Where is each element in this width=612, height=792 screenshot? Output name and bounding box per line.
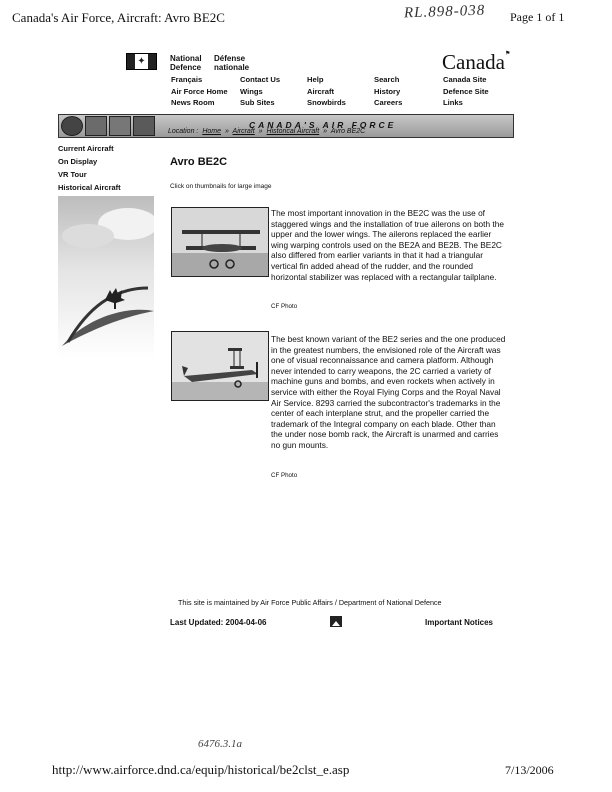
breadcrumb-historical-aircraft[interactable]: Historical Aircraft [266,128,320,135]
canada-wordmark: Canada⚑ [442,50,511,74]
aircraft-photo-thumbnail-1[interactable] [171,207,269,277]
nav-link-sub-sites[interactable]: Sub Sites [240,98,275,107]
page-title: Avro BE2C [170,156,228,168]
section-2-caption: CF Photo [271,472,298,479]
sidebar-item-on-display[interactable]: On Display [58,157,98,166]
sidebar-item-vr-tour[interactable]: VR Tour [58,170,87,179]
nav-link-careers[interactable]: Careers [374,98,403,107]
dept-name-en: National Defence [170,54,202,72]
handwritten-number: 6476.3.1a [198,738,242,750]
breadcrumb-home[interactable]: Home [202,128,221,135]
nav-link-canada-site[interactable]: Canada Site [443,75,487,84]
sidebar-item-current-aircraft[interactable]: Current Aircraft [58,144,114,153]
biplane-side-image [172,332,269,401]
page-number: Page 1 of 1 [510,10,565,24]
nav-link-news-room[interactable]: News Room [171,98,215,107]
handwritten-reference: RL.898-038 [403,2,486,22]
important-notices-link[interactable]: Important Notices [425,618,494,627]
breadcrumb-current: Avro BE2C [330,128,366,135]
nav-link-francais[interactable]: Français [171,75,203,84]
print-url: http://www.airforce.dnd.ca/equip/historical/be2clst_e.asp [52,762,350,777]
section-2-text: The best known variant of the BE2 series and the one produced in the greatest numbers, the envisioned role of the Aircraft was one of visual reconnaissance and camera platform. Although never intended to carry weapons, the 2C carried a variety of machine guns and bombs, and even rockets when actively in service with either the Royal Flying Corps and the Royal Naval Air Service. 8293 carried the subcontractor's trademarks in the center of each interplane strut, and the propeller carried the trademark of the Integral company on each blade. Other than the under nose bomb rack, the Aircraft is unarmed and carries no gun mounts. [271,334,506,450]
nav-link-search[interactable]: Search [374,75,400,84]
thumbnail-instruction: Click on thumbnails for large image [170,183,272,190]
sidebar-item-historical-aircraft[interactable]: Historical Aircraft [58,183,121,192]
nav-column-2 [240,74,280,109]
air-force-badge-icon [61,116,83,136]
nav-column-4 [374,74,402,109]
sidebar [58,142,121,194]
section-1-text: The most important innovation in the BE2C was the use of staggered wings and the installation of true ailerons on both the upper and the lower wings. The ailerons replaced the earlier wing warping controls used on the BE2A and BE2B. The BE2C also differed from earlier variants in that it had a triangular vertical fin added ahead of the rudder, and the rounded horizontal stabilizer was replaced with a rectangular tailplane. [271,208,504,282]
nav-link-air-force-home[interactable]: Air Force Home [171,86,228,96]
nav-link-contact-us[interactable]: Contact Us [240,75,281,84]
nav-column-1 [171,74,228,109]
nav-link-wings[interactable]: Wings [240,86,263,96]
aircraft-photo-thumbnail-2[interactable] [171,331,269,401]
section-1-caption: CF Photo [271,303,298,310]
breadcrumb-aircraft[interactable]: Aircraft [232,128,255,135]
canada-flag-icon: ✦ [126,53,157,70]
nav-link-aircraft[interactable]: Aircraft [307,86,335,96]
last-updated: Last Updated: 2004-04-06 [170,618,267,627]
print-title: Canada's Air Force, Aircraft: Avro BE2C [12,10,225,25]
banner-image-1 [85,116,107,136]
sidebar-decorative-image [58,196,154,358]
back-to-top-icon[interactable] [330,616,342,627]
banner-image-3 [133,116,155,136]
biplane-front-image [172,208,269,277]
nav-link-defence-site[interactable]: Defence Site [443,86,489,96]
maintenance-notice: This site is maintained by Air Force Public Affairs / Department of National Defence [178,598,442,607]
nav-link-snowbirds[interactable]: Snowbirds [307,98,346,107]
nav-link-links[interactable]: Links [443,98,463,107]
dept-name-fr: Défense nationale [214,54,250,72]
banner-image-2 [109,116,131,136]
banner-title: CANADA'S AIR FORCE [249,120,397,130]
nav-column-5 [443,74,489,109]
nav-column-3 [307,74,346,109]
print-date: 7/13/2006 [505,763,554,777]
nav-link-help[interactable]: Help [307,75,324,84]
breadcrumb: Location : Home » Aircraft » Historical Aircraft » Avro BE2C [168,128,366,135]
nav-link-history[interactable]: History [374,86,401,96]
